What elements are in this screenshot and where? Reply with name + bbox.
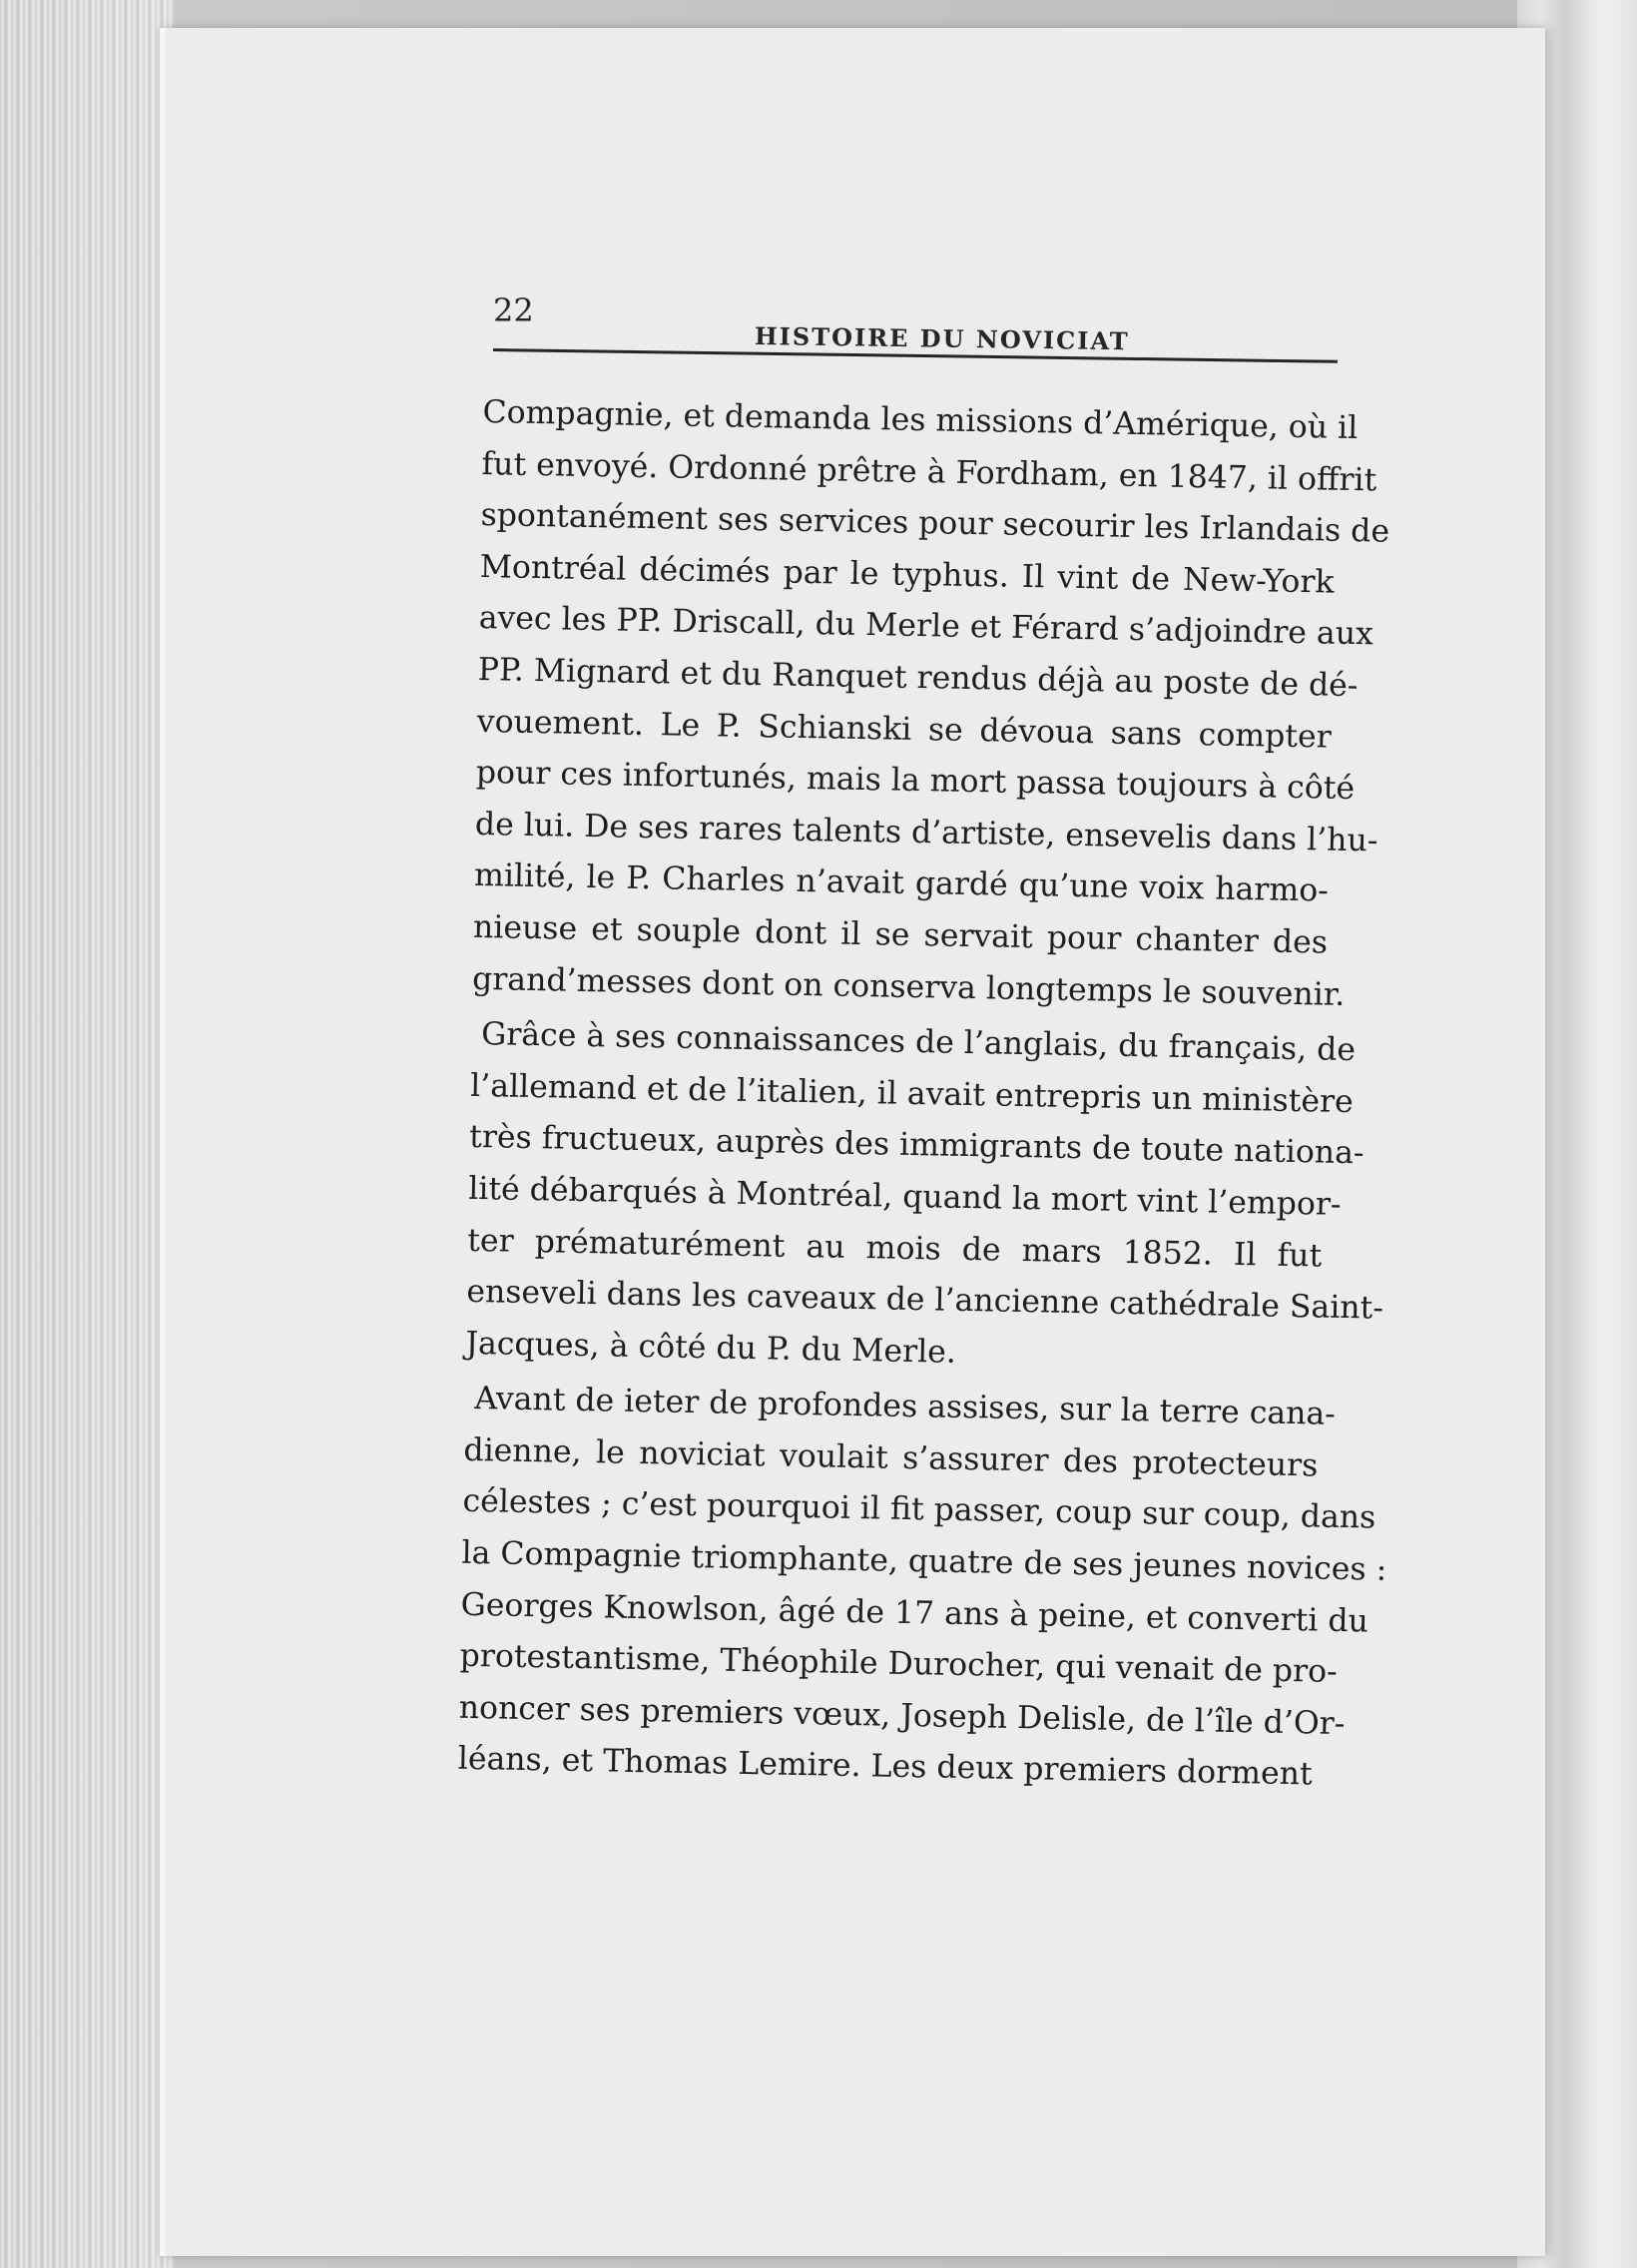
running-title: HISTOIRE DU NOVICIAT <box>754 321 1130 356</box>
text-line: la Compagnie triomphante, quatre de ses jeunes novices : <box>461 1534 1387 1588</box>
text-line: PP. Mignard et du Ranquet rendus déjà au poste de dé- <box>477 651 1359 705</box>
text-line: Jacques, à côté du P. du Merle. <box>465 1325 957 1371</box>
text-line: lité débarqués à Montréal, quand la mort vint l’empor- <box>467 1170 1342 1223</box>
page-number: 22 <box>493 291 534 329</box>
text-line: protestantisme, Théophile Durocher, qui venait de pro- <box>459 1638 1339 1691</box>
text-line: Compagnie, et demanda les missions d’Amérique, où il <box>482 393 1359 447</box>
book-page-edges-left <box>0 0 175 2268</box>
text-line: vouement. Le P. Schianski se dévoua sans compter <box>476 703 1333 756</box>
text-line: noncer ses premiers vœux, Joseph Delisle, de l’île d’Or- <box>458 1689 1346 1742</box>
text-line: fut envoyé. Ordonné prêtre à Fordham, en 1847, il offrit <box>481 445 1377 499</box>
text-line: enseveli dans les caveaux de l’ancienne cathédrale Saint- <box>466 1273 1384 1327</box>
body-text <box>457 387 1390 1801</box>
text-line: pour ces infortunés, mais la mort passa toujours à côté <box>475 755 1356 808</box>
text-line: ter prématurément au mois de mars 1852. Il fut <box>467 1222 1323 1275</box>
text-line: grand’messes dont on conserva longtemps le souvenir. <box>471 960 1346 1013</box>
text-line: l’allemand et de l’italien, il avait entrepris un ministère <box>469 1067 1355 1120</box>
text-line: milité, le P. Charles n’avait gardé qu’une voix harmo- <box>473 857 1330 909</box>
text-line: spontanément ses services pour secourir les Irlandais de <box>480 497 1390 550</box>
text-line: Georges Knowlson, âgé de 17 ans à peine, et converti du <box>460 1586 1369 1640</box>
text-line: très fructueux, auprès des immigrants de toute nationa- <box>468 1119 1364 1172</box>
text-line: Grâce à ses connaissances de l’anglais, du français, de <box>480 1016 1357 1069</box>
text-line: léans, et Thomas Lemire. Les deux premiers dorment <box>457 1741 1313 1793</box>
text-line: Avant de ieter de profondes assises, sur la terre cana- <box>474 1381 1337 1433</box>
text-line: célestes ; c’est pourquoi il fit passer, coup sur coup, dans <box>462 1483 1376 1537</box>
text-line: avec les PP. Driscall, du Merle et Férard s’adjoindre aux <box>478 600 1374 653</box>
text-line: nieuse et souple dont il se servait pour chanter des <box>472 908 1329 961</box>
text-line: dienne, le noviciat voulait s’assurer des protecteurs <box>463 1431 1319 1484</box>
text-line: de lui. De ses rares talents d’artiste, ensevelis dans l’hu- <box>474 806 1378 859</box>
text-line: Montréal décimés par le typhus. Il vint de New-York <box>479 548 1335 601</box>
